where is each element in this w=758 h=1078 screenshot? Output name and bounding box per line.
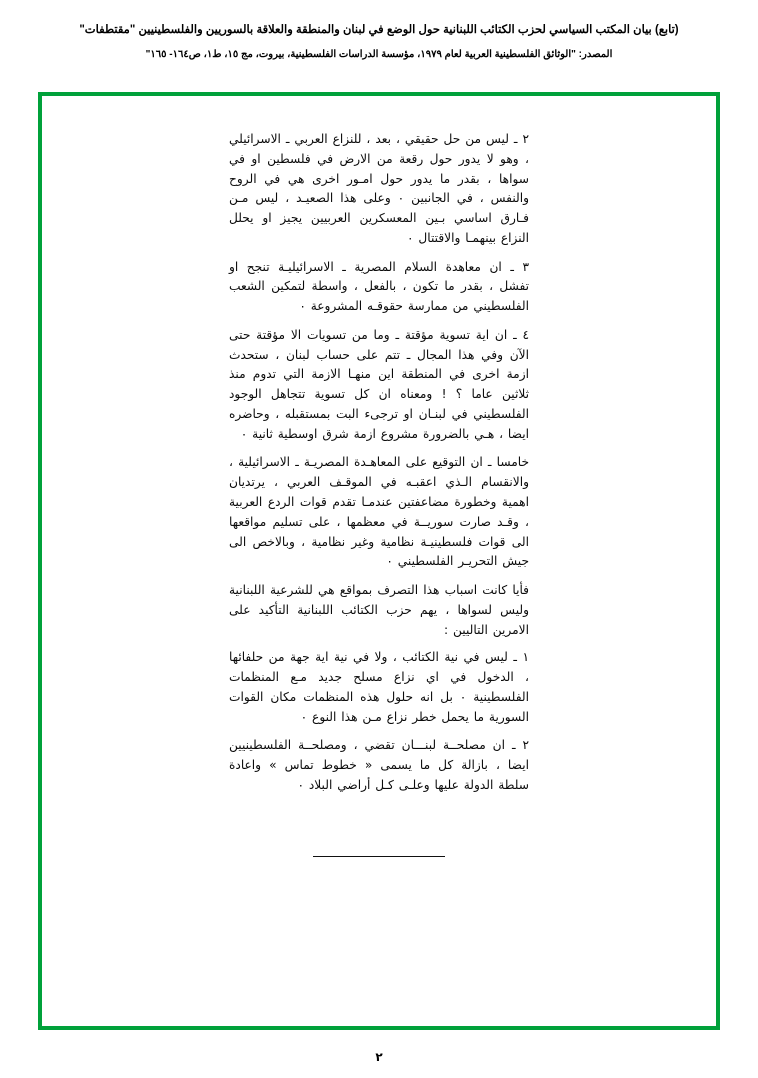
- document-body: [229, 130, 529, 796]
- paragraph: فأيا كانت اسباب هذا التصرف بمواقع هي للشرعية اللبنانية وليس لسواها ، يهم حزب الكتائب اللبنانية التأكيد على الامرين التاليين :: [229, 583, 529, 637]
- paragraph: ٢ ـ ان مصلحــة لبنـــان تقضي ، ومصلحــة الفلسطينيين ايضا ، بازالة كل ما يسمى « خطوط تماس » واعادة سلطة الدولة عليها وعلـى كـل أراضي البلاد ٠: [229, 738, 529, 792]
- page-header: [0, 0, 758, 62]
- paragraph: ١ ـ ليس في نية الكتائب ، ولا في نية اية جهة من حلفائها ، الدخول في اي نزاع مسلح جديد مـع المنظمات الفلسطينية ٠ بل انه حلول هذه المنظمات مكان القوات السورية ما يحمل خطر نزاع مـن هذا النوع ٠: [229, 650, 529, 724]
- horizontal-rule: [313, 856, 445, 857]
- frame-inner: [42, 96, 716, 1026]
- paragraph: ٢ ـ ليس من حل حقيقي ، بعد ، للنزاع العربي ـ الاسرائيلي ، وهو لا يدور حول رقعة من الارض في فلسطين او في سواها ، بقدر ما يدور حول امـور اخرى هي في الروح والنفس ، في الجانبين ٠ وعلى هذا الصعيـد ، ليس مـن فـارق اساسي بـين المعسكرين العربيين يجيز او يحلل النزاع بينهمـا والاقتتال ٠: [229, 132, 529, 245]
- green-content-frame: [38, 92, 720, 1030]
- page-title: (تابع) بيان المكتب السياسي لحزب الكتائب اللبنانية حول الوضع في لبنان والمنطقة والعلاقة بالسوريين والفلسطينيين "مقتطفات": [79, 24, 679, 36]
- paragraph: ٤ ـ ان اية تسوية مؤقتة ـ وما من تسويات الا مؤقتة حتى الآن وفي هذا المجال ـ تتم على حساب لبنان ، ستحدث ازمة اخرى في المنطقة اين منهـا الازمة التي تدوم منذ ثلاثين عاما ؟ ! ومعناه ان كل تسوية تتجاهل الوجود الفلسطيني في لبنـان او ترجىء البت بمستقبله ، وحاضره ايضا ، هـي بالضرورة مشروع ازمة شرق اوسطية ثانية ٠: [229, 327, 529, 441]
- paragraph: ٣ ـ ان معاهدة السلام المصرية ـ الاسرائيليـة تنجح او تفشل ، بقدر ما تكون ، بالفعل ، واسطة لتمكين الشعب الفلسطيني من ممارسة حقوقـه المشروعة ٠: [229, 259, 529, 314]
- source-citation: المصدر: "الوثائق الفلسطينية العربية لعام ١٩٧٩، مؤسسة الدراسات الفلسطينية، بيروت، مج ١٥، ط١، ص١٦٤- ١٦٥": [145, 48, 613, 60]
- paragraph: خامسا ـ ان التوقيع على المعاهـدة المصريـة ـ الاسرائيلية ، والانقسام الـذي اعقبـه في الموقـف العربي ، يرتديان اهمية وخطورة مضاعفتين عندمـا تقدم قوات الردع العربية ، وقـد صارت سوريــة في معظمها ، على تسليم مواقعها الى قوات فلسطينيـة نظامية وغير نظامية ، وبالاخص الى جيش التحريـر الفلسطيني ٠: [229, 455, 529, 569]
- page-number: ٢: [375, 1050, 383, 1064]
- footer-rule-wrap: [229, 844, 529, 862]
